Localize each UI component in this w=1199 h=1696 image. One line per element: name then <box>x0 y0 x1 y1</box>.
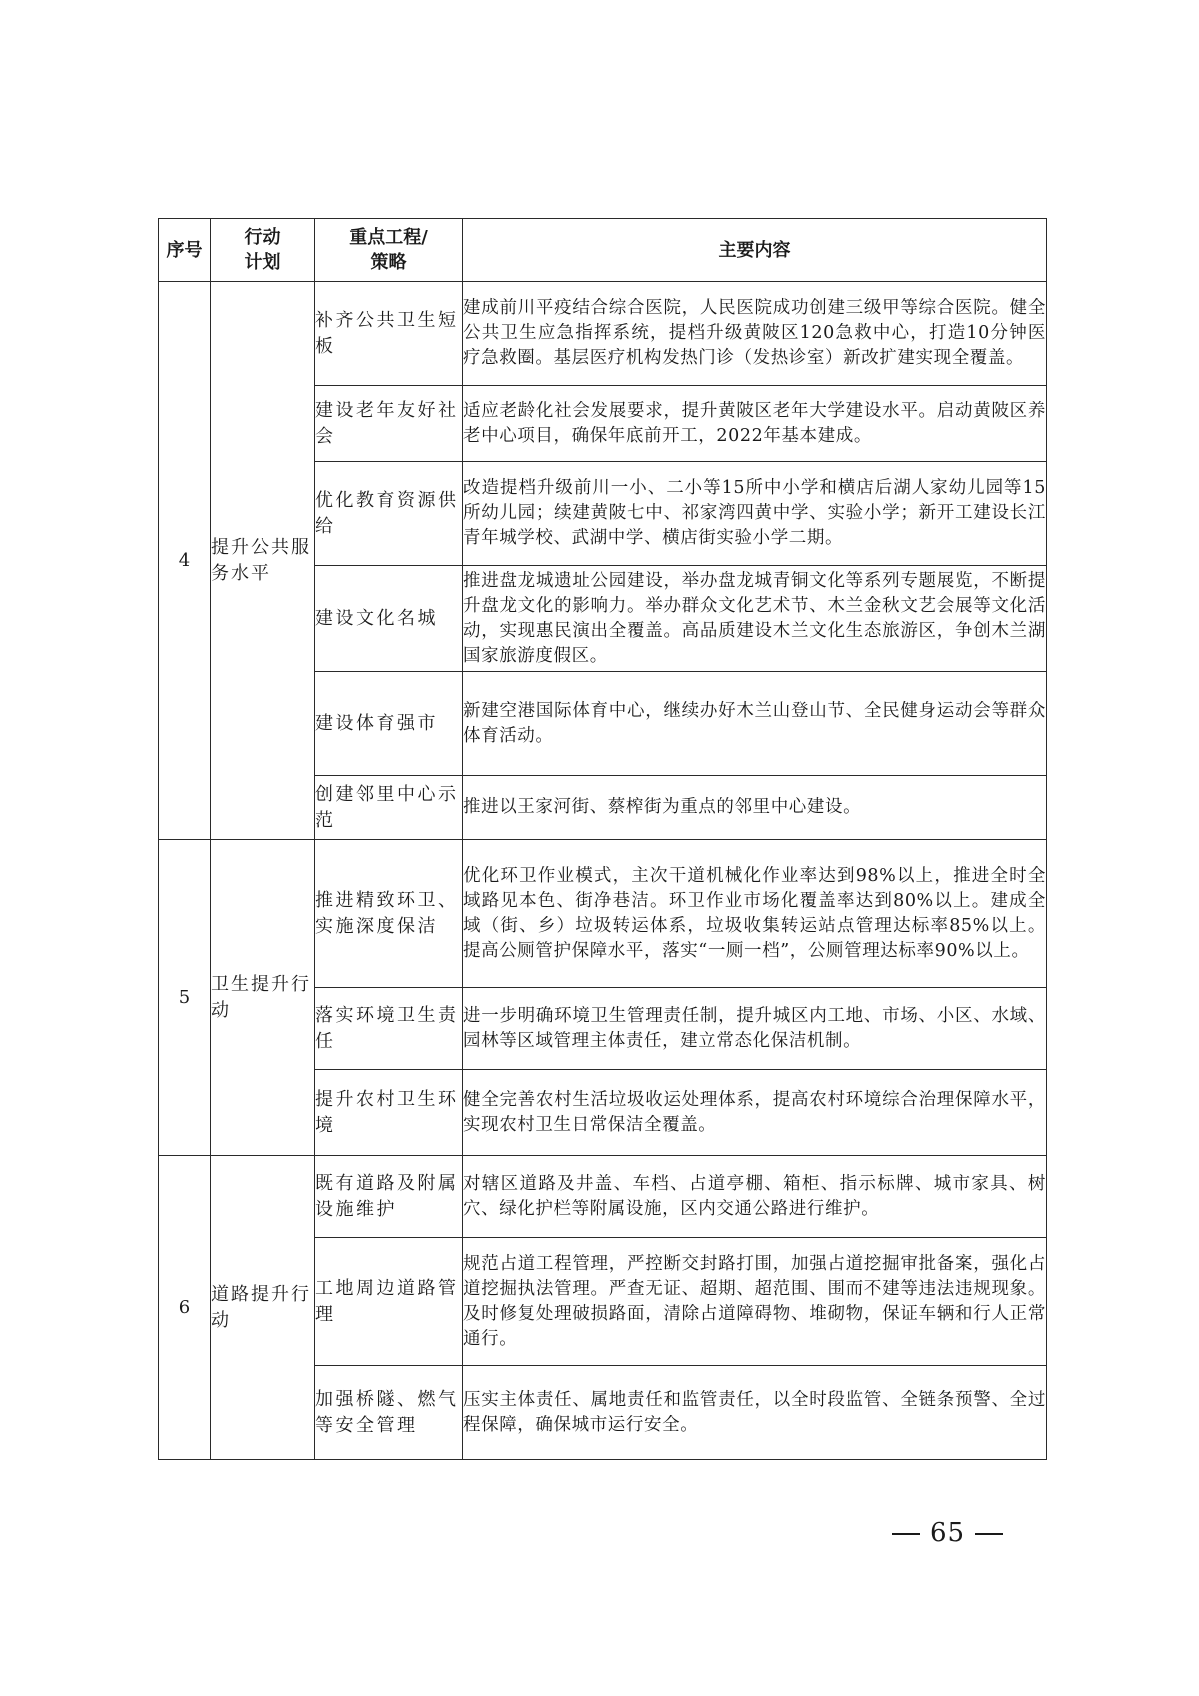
content-cell: 推进盘龙城遗址公园建设，举办盘龙城青铜文化等系列专题展览，不断提升盘龙文化的影响力。举办群众文化艺术节、木兰金秋文艺会展等文化活动，实现惠民演出全覆盖。高品质建设木兰文化生态旅游区，争创木兰湖国家旅游度假区。 <box>463 566 1047 672</box>
action-plan-cell: 道路提升行动 <box>211 1156 315 1460</box>
content-cell: 对辖区道路及井盖、车档、占道亭棚、箱柜、指示标牌、城市家具、树穴、绿化护栏等附属设施，区内交通公路进行维护。 <box>463 1156 1047 1238</box>
content-cell: 改造提档升级前川一小、二小等15所中小学和横店后湖人家幼儿园等15所幼儿园；续建黄陂七中、祁家湾四黄中学、实验小学；新开工建设长江青年城学校、武湖中学、横店街实验小学二期。 <box>463 462 1047 566</box>
action-plan-table <box>158 218 1047 1460</box>
project-cell: 创建邻里中心示范 <box>315 776 463 840</box>
page-number-value: 65 <box>930 1518 966 1548</box>
content-cell: 健全完善农村生活垃圾收运处理体系，提高农村环境综合治理保障水平，实现农村卫生日常保洁全覆盖。 <box>463 1070 1047 1156</box>
content-cell: 适应老龄化社会发展要求，提升黄陂区老年大学建设水平。启动黄陂区养老中心项目，确保年底前开工，2022年基本建成。 <box>463 386 1047 462</box>
action-plan-cell: 提升公共服务水平 <box>211 282 315 840</box>
project-cell: 加强桥隧、燃气等安全管理 <box>315 1366 463 1460</box>
content-cell: 新建空港国际体育中心，继续办好木兰山登山节、全民健身运动会等群众体育活动。 <box>463 672 1047 776</box>
table-header-row <box>159 219 1047 282</box>
header-key-project: 重点工程/ 策略 <box>315 219 463 282</box>
header-action-plan: 行动 计划 <box>211 219 315 282</box>
project-cell: 补齐公共卫生短板 <box>315 282 463 386</box>
content-cell: 规范占道工程管理，严控断交封路打围，加强占道挖掘审批备案，强化占道挖掘执法管理。严查无证、超期、超范围、围而不建等违法违规现象。及时修复处理破损路面，清除占道障碍物、堆砌物，保证车辆和行人正常通行。 <box>463 1238 1047 1366</box>
project-cell: 优化教育资源供给 <box>315 462 463 566</box>
project-cell: 推进精致环卫、实施深度保洁 <box>315 840 463 988</box>
project-cell: 建设老年友好社会 <box>315 386 463 462</box>
project-cell: 建设文化名城 <box>315 566 463 672</box>
table-row <box>159 840 1047 988</box>
action-plan-cell: 卫生提升行动 <box>211 840 315 1156</box>
project-cell: 工地周边道路管理 <box>315 1238 463 1366</box>
header-main-content: 主要内容 <box>463 219 1047 282</box>
project-cell: 既有道路及附属设施维护 <box>315 1156 463 1238</box>
seq-cell: 5 <box>159 840 211 1156</box>
table-row <box>159 1156 1047 1238</box>
content-cell: 压实主体责任、属地责任和监管责任，以全时段监管、全链条预警、全过程保障，确保城市运行安全。 <box>463 1366 1047 1460</box>
content-cell: 建成前川平疫结合综合医院，人民医院成功创建三级甲等综合医院。健全公共卫生应急指挥系统，提档升级黄陂区120急救中心，打造10分钟医疗急救圈。基层医疗机构发热门诊（发热诊室）新改扩建实现全覆盖。 <box>463 282 1047 386</box>
content-cell: 进一步明确环境卫生管理责任制，提升城区内工地、市场、小区、水域、园林等区域管理主体责任，建立常态化保洁机制。 <box>463 988 1047 1070</box>
project-cell: 提升农村卫生环境 <box>315 1070 463 1156</box>
seq-cell: 6 <box>159 1156 211 1460</box>
dash-right <box>975 1533 1003 1535</box>
dash-left <box>892 1533 920 1535</box>
project-cell: 建设体育强市 <box>315 672 463 776</box>
table-row <box>159 282 1047 386</box>
content-cell: 推进以王家河街、蔡榨街为重点的邻里中心建设。 <box>463 776 1047 840</box>
page-number <box>882 1518 1013 1548</box>
header-seq: 序号 <box>159 219 211 282</box>
project-cell: 落实环境卫生责任 <box>315 988 463 1070</box>
seq-cell: 4 <box>159 282 211 840</box>
content-cell: 优化环卫作业模式，主次干道机械化作业率达到98%以上，推进全时全域路见本色、街净巷洁。环卫作业市场化覆盖率达到80%以上。建成全域（街、乡）垃圾转运体系，垃圾收集转运站点管理达标率85%以上。提高公厕管护保障水平，落实“一厕一档”，公厕管理达标率90%以上。 <box>463 840 1047 988</box>
